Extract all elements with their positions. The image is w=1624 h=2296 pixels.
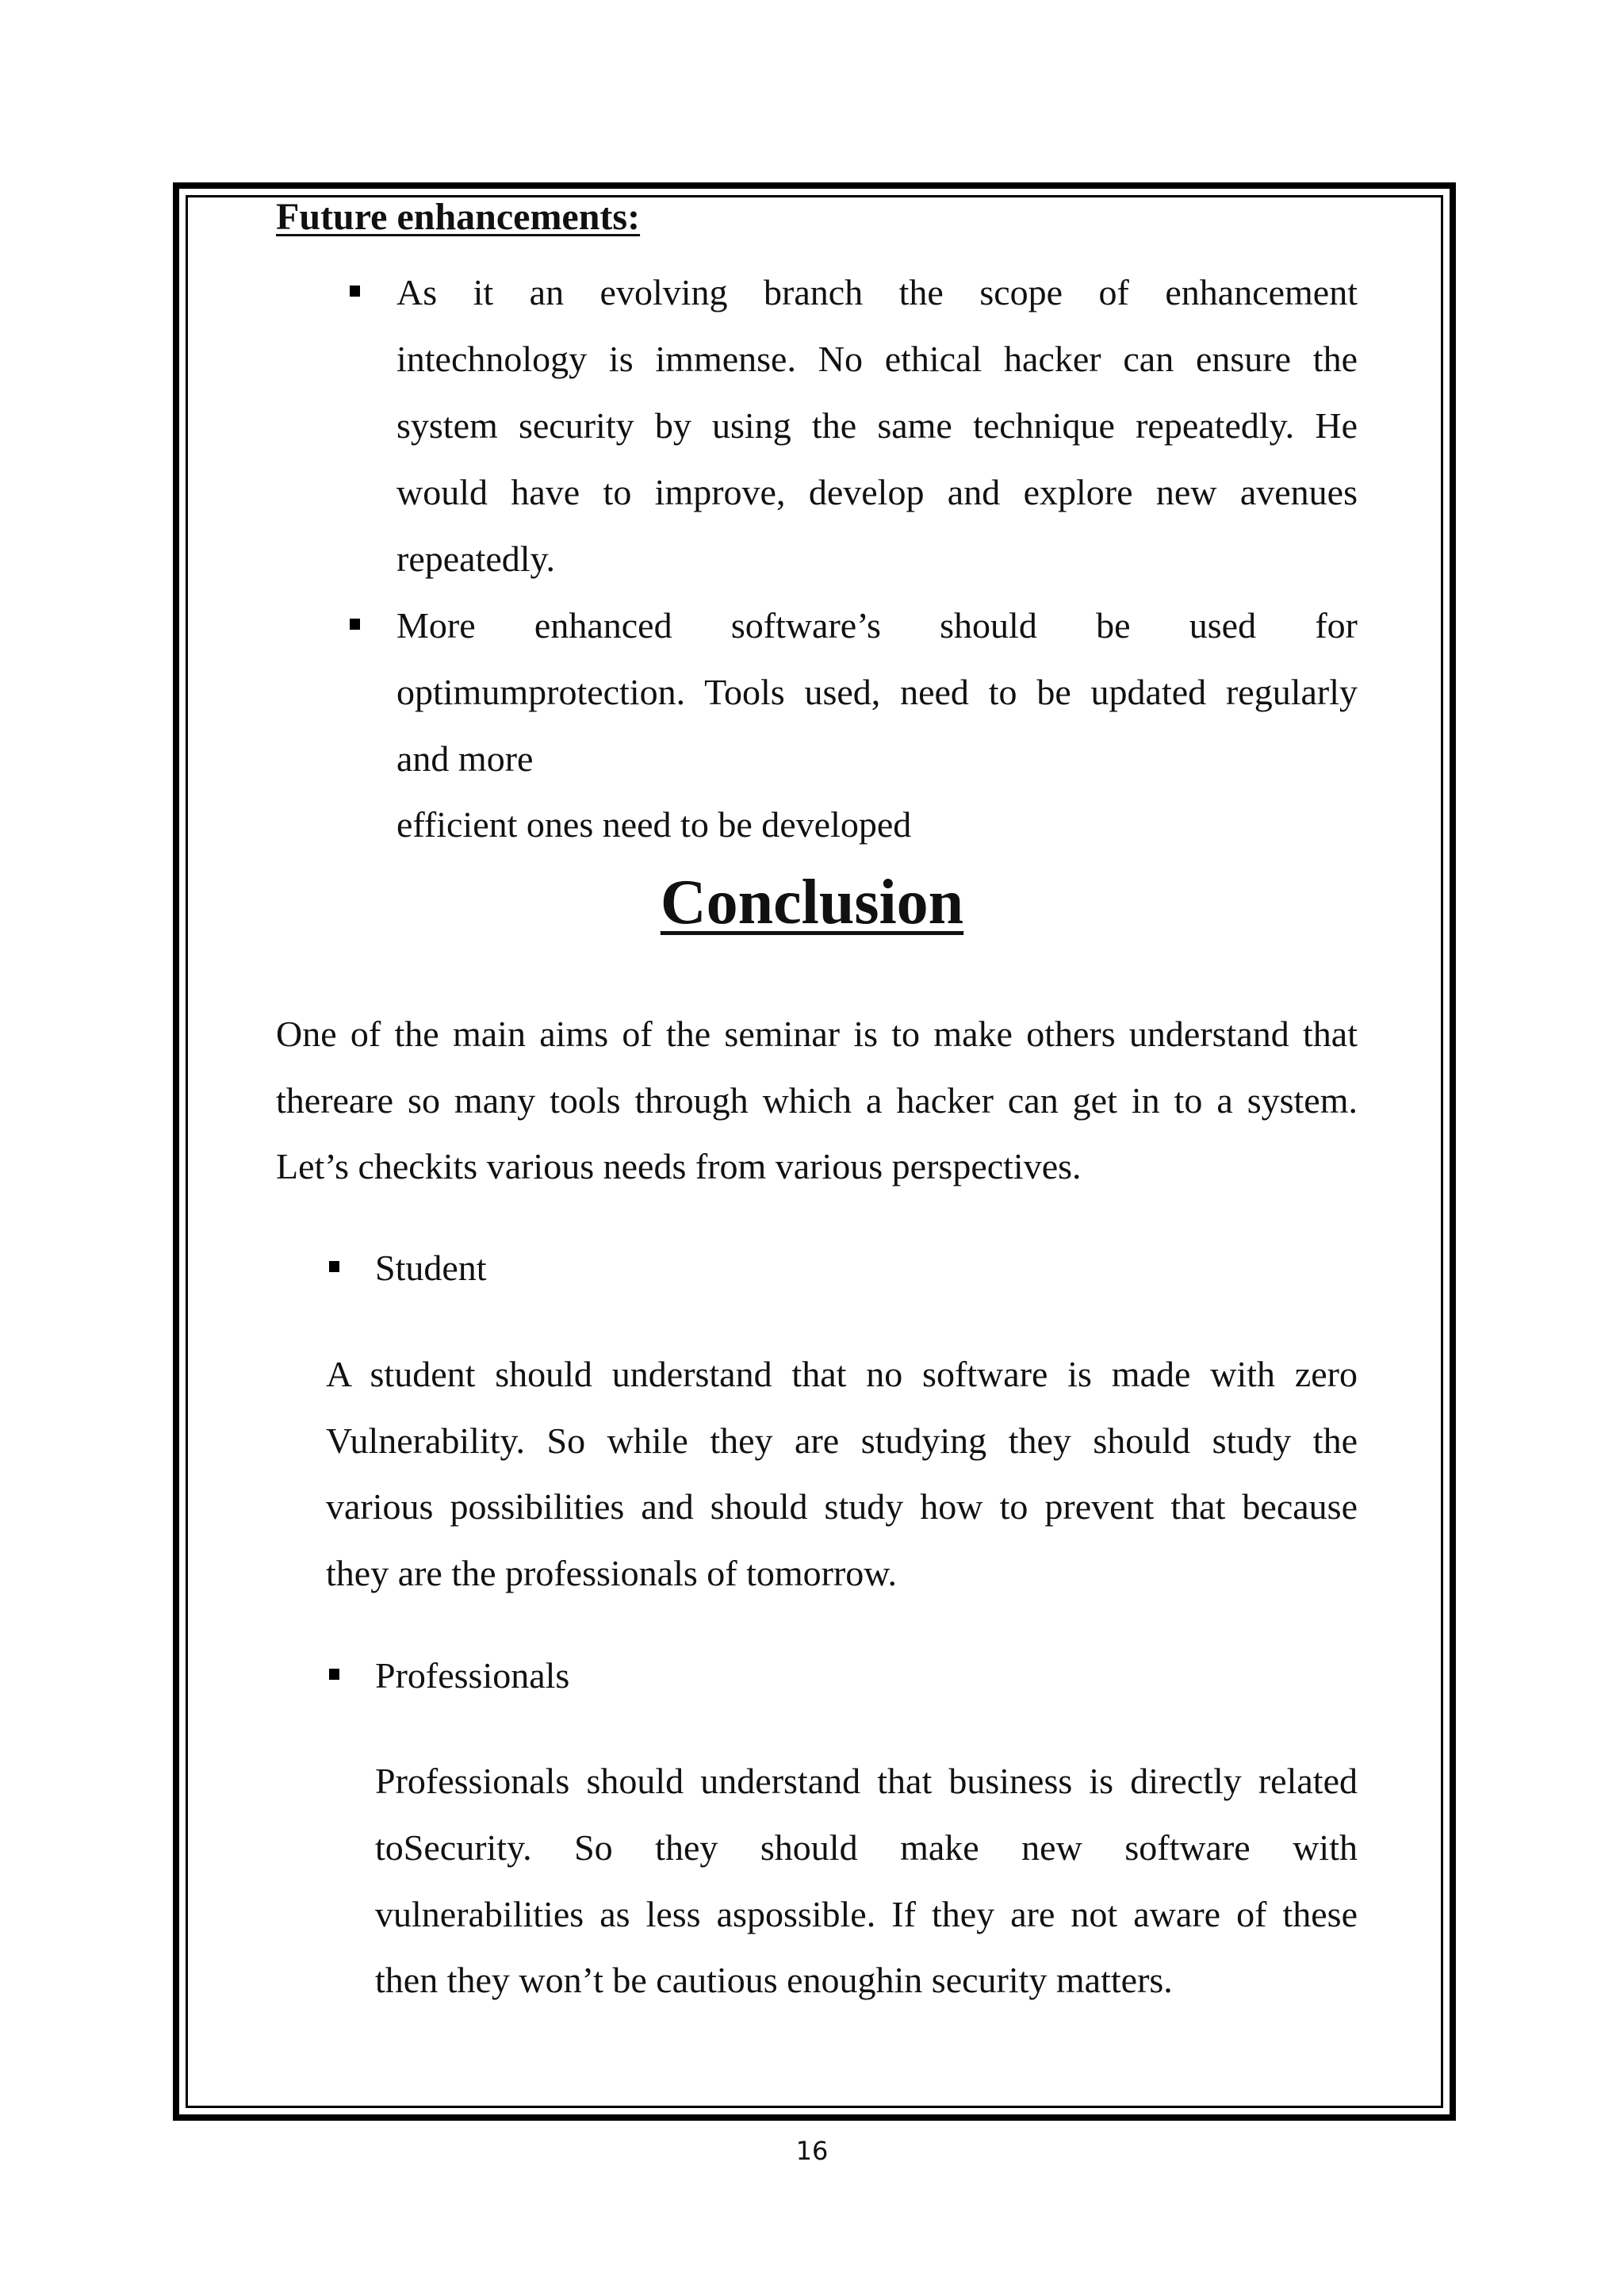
professionals-label: Professionals (375, 1655, 570, 1696)
student-text-line4: they are the professionals of tomorrow. (326, 1553, 898, 1593)
conclusion-heading: Conclusion (660, 868, 964, 937)
professionals-text-line3: vulnerabilities as less aspossible. If they are not aware of these (375, 1894, 1358, 1934)
bullet-icon (350, 619, 360, 630)
student-text-line1: A student should understand that no software is made with zero (326, 1354, 1358, 1394)
student-label: Student (375, 1248, 487, 1288)
conclusion-intro-line1: One of the main aims of the seminar is to make others understand that (276, 1014, 1358, 1054)
future-bullet1-line5: repeatedly. (396, 539, 556, 579)
future-bullet2-line4: efficient ones need to be developed (396, 804, 912, 845)
future-bullet1-line3: system security by using the same technique repeatedly. He (396, 405, 1358, 446)
student-text-line2: Vulnerability. So while they are studying they should study the (326, 1420, 1358, 1461)
future-bullet1-line2: intechnology is immense. No ethical hacker can ensure the (396, 339, 1358, 379)
page-number: 16 (795, 2136, 829, 2166)
future-bullet2-line2: optimumprotection. Tools used, need to be updated regularly (396, 672, 1358, 712)
bullet-icon (350, 286, 360, 297)
professionals-text-line2: toSecurity. So they should make new software with (375, 1827, 1358, 1868)
future-bullet2-line1: More enhanced software’s should be used for (396, 605, 1358, 646)
professionals-text-line4: then they won’t be cautious enoughin security matters. (375, 1960, 1173, 2000)
conclusion-intro-line2: thereare so many tools through which a hacker can get in to a system. (276, 1080, 1358, 1121)
conclusion-intro-line3: Let’s checkits various needs from various perspectives. (276, 1146, 1082, 1186)
future-bullet2-line3: and more (396, 738, 534, 779)
student-text-line3: various possibilities and should study how to prevent that because (326, 1486, 1358, 1527)
professionals-text-line1: Professionals should understand that business is directly related (375, 1761, 1358, 1801)
bullet-icon (329, 1261, 339, 1272)
future-bullet1-line1: As it an evolving branch the scope of enhancement (396, 272, 1358, 312)
future-enhancements-heading: Future enhancements: (276, 196, 641, 238)
future-bullet1-line4: would have to improve, develop and explore new avenues (396, 472, 1358, 512)
bullet-icon (329, 1669, 339, 1680)
